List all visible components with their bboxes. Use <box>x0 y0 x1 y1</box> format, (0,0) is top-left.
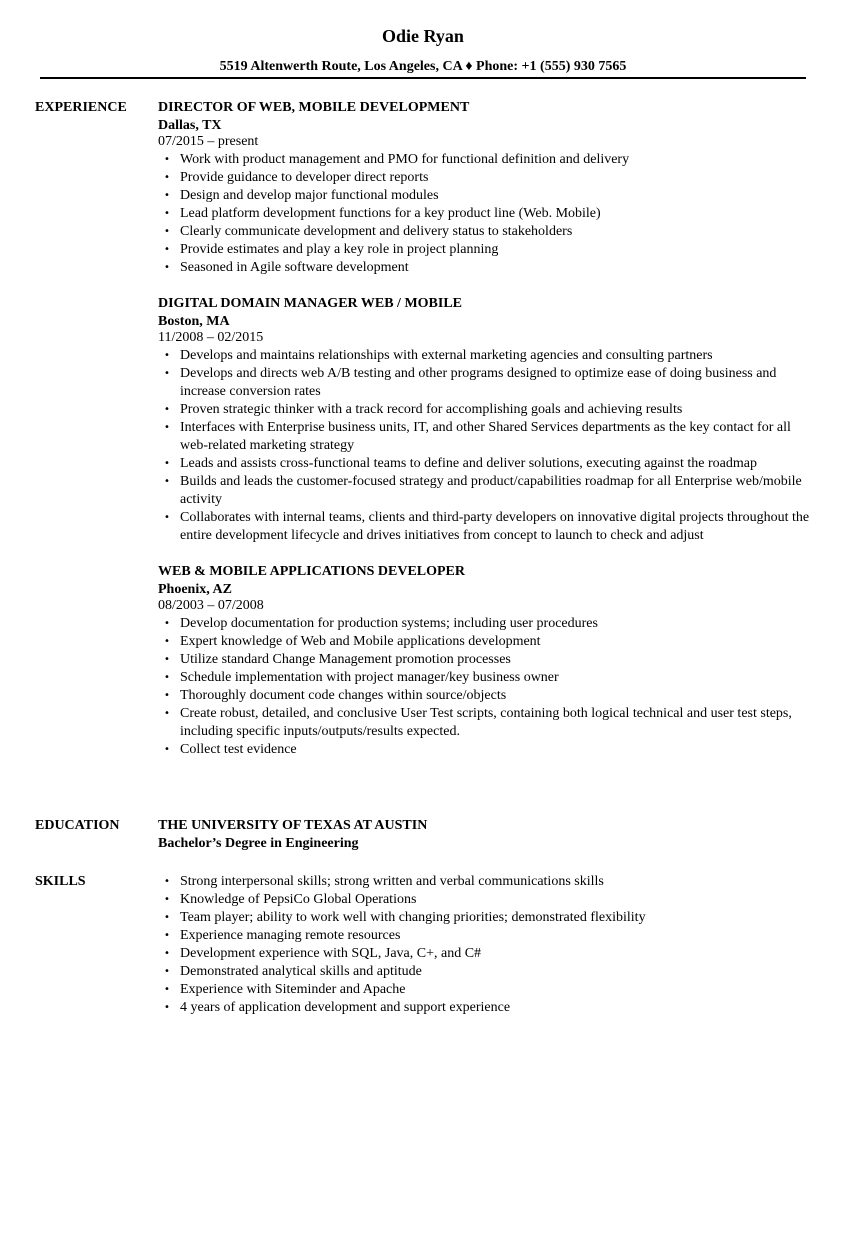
job-entry <box>158 295 818 545</box>
list-item: • Strong interpersonal skills; strong written and verbal communications skills <box>158 873 818 891</box>
experience-heading: EXPERIENCE <box>35 100 127 115</box>
contact-line: 5519 Altenwerth Route, Los Angeles, CA ♦ Phone: +1 (555) 930 7565 <box>219 59 627 74</box>
list-item: • Expert knowledge of Web and Mobile applications development <box>158 633 818 651</box>
job-dates: 11/2008 – 02/2015 <box>158 330 264 345</box>
job-title: DIRECTOR OF WEB, MOBILE DEVELOPMENT <box>158 100 470 115</box>
list-item: • Schedule implementation with project manager/key business owner <box>158 669 818 687</box>
list-item: • Development experience with SQL, Java, C+, and C# <box>158 945 818 963</box>
list-item: • Provide guidance to developer direct reports <box>158 169 818 187</box>
list-item: • Team player; ability to work well with changing priorities; demonstrated flexibility <box>158 909 818 927</box>
list-item: • Leads and assists cross-functional teams to define and deliver solutions, executing against the roadmap <box>158 455 818 473</box>
job-location: Dallas, TX <box>158 118 222 133</box>
list-item: • Interfaces with Enterprise business units, IT, and other Shared Services departments as the key contact for all web-related marketing strategy <box>158 419 818 455</box>
list-item: • Thoroughly document code changes within source/objects <box>158 687 818 705</box>
list-item: • 4 years of application development and support experience <box>158 999 818 1017</box>
list-item: • Builds and leads the customer-focused strategy and product/capabilities roadmap for all Enterprise web/mobile activity <box>158 473 818 509</box>
list-item: • Collect test evidence <box>158 741 818 759</box>
experience-body <box>158 99 818 777</box>
list-item: • Demonstrated analytical skills and aptitude <box>158 963 818 981</box>
list-item: • Proven strategic thinker with a track record for accomplishing goals and achieving results <box>158 401 818 419</box>
list-item: • Seasoned in Agile software development <box>158 259 818 277</box>
list-item: • Design and develop major functional modules <box>158 187 818 205</box>
job-entry <box>158 99 818 277</box>
job-entry <box>158 563 818 759</box>
job-duties-list <box>158 347 818 545</box>
list-item: • Provide estimates and play a key role in project planning <box>158 241 818 259</box>
job-dates: 08/2003 – 07/2008 <box>158 598 264 613</box>
job-title: WEB & MOBILE APPLICATIONS DEVELOPER <box>158 564 466 579</box>
job-dates: 07/2015 – present <box>158 134 259 149</box>
skills-section <box>35 873 825 1023</box>
list-item: • Create robust, detailed, and conclusive User Test scripts, containing both logical technical and user test steps, including specific inputs/outputs/results expected. <box>158 705 818 741</box>
list-item: • Experience managing remote resources <box>158 927 818 945</box>
job-duties-list <box>158 615 818 759</box>
skills-list <box>158 873 818 1017</box>
job-location: Boston, MA <box>158 314 230 329</box>
education-heading: EDUCATION <box>35 818 120 833</box>
list-item: • Work with product management and PMO for functional definition and delivery <box>158 151 818 169</box>
list-item: • Develop documentation for production systems; including user procedures <box>158 615 818 633</box>
education-section <box>35 817 825 857</box>
degree-name: Bachelor’s Degree in Engineering <box>158 836 359 851</box>
school-name: THE UNIVERSITY OF TEXAS AT AUSTIN <box>158 818 428 833</box>
header-divider <box>40 77 806 79</box>
job-duties-list <box>158 151 818 277</box>
job-title: DIGITAL DOMAIN MANAGER WEB / MOBILE <box>158 296 463 311</box>
resume-header <box>40 24 806 76</box>
skills-body <box>158 873 818 1017</box>
list-item: • Clearly communicate development and delivery status to stakeholders <box>158 223 818 241</box>
list-item: • Develops and directs web A/B testing and other programs designed to optimize ease of doing business and increase conversion rates <box>158 365 818 401</box>
skills-heading: SKILLS <box>35 874 86 889</box>
list-item: • Experience with Siteminder and Apache <box>158 981 818 999</box>
job-location: Phoenix, AZ <box>158 582 232 597</box>
list-item: • Knowledge of PepsiCo Global Operations <box>158 891 818 909</box>
education-body <box>158 817 818 853</box>
list-item: • Utilize standard Change Management promotion processes <box>158 651 818 669</box>
list-item: • Develops and maintains relationships with external marketing agencies and consulting partners <box>158 347 818 365</box>
experience-section <box>35 99 825 789</box>
candidate-name: Odie Ryan <box>382 26 464 46</box>
list-item: • Lead platform development functions for a key product line (Web. Mobile) <box>158 205 818 223</box>
list-item: • Collaborates with internal teams, clients and third-party developers on innovative digital projects throughout the entire development lifecycle and drives initiatives from concept to launch to check and adjust <box>158 509 818 545</box>
